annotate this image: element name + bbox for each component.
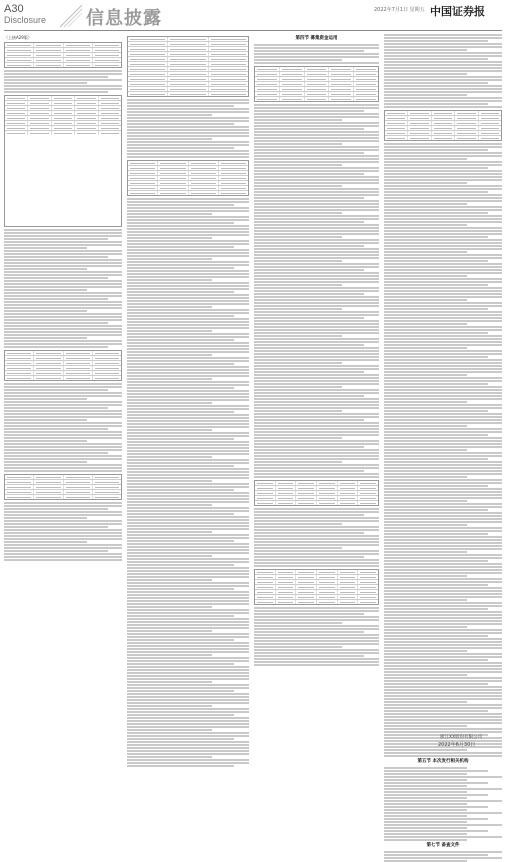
- body-text: [384, 767, 502, 841]
- data-table: [254, 66, 379, 102]
- body-text: [254, 104, 379, 478]
- section-title: 信息披露: [86, 8, 162, 29]
- company-signature: 浙江XX股份有限公司: [440, 735, 483, 740]
- body-text: [4, 383, 122, 472]
- body-text: [384, 34, 502, 108]
- data-table: [127, 160, 249, 196]
- body-text: [127, 198, 249, 767]
- data-table: [4, 42, 122, 68]
- issue-date: 2022年7月1日 星期五: [374, 7, 425, 13]
- body-text: [384, 851, 502, 862]
- column-3: [254, 34, 379, 740]
- section-english: Disclosure: [4, 15, 47, 25]
- section-logo-icon: [58, 3, 84, 29]
- newspaper-masthead: 中国证券报: [430, 5, 485, 18]
- continued-label: （上接A29版）: [4, 35, 32, 40]
- data-table: [384, 110, 502, 141]
- section-heading: 第四节 募集资金运用: [295, 36, 338, 41]
- body-text: [4, 229, 122, 348]
- column-2: [127, 34, 249, 740]
- column-1: [4, 34, 122, 740]
- data-table: [127, 36, 249, 97]
- signature-date: 2022年6月30日: [438, 742, 476, 748]
- body-text: [254, 508, 379, 567]
- page-number: A30: [4, 3, 24, 15]
- data-table: [4, 474, 122, 500]
- data-table: [254, 569, 379, 605]
- page-header: [0, 0, 506, 32]
- section-heading: 第五节 本次发行相关机构: [417, 759, 469, 764]
- section-heading: 第七节 备查文件: [426, 843, 460, 848]
- data-table: [254, 480, 379, 506]
- body-text: [127, 99, 249, 158]
- body-text: [4, 70, 122, 93]
- data-table: [4, 350, 122, 381]
- body-text: [384, 143, 502, 757]
- data-table: [4, 95, 122, 227]
- body-text: [254, 44, 379, 64]
- header-rule: [4, 30, 502, 31]
- body-text: [254, 607, 379, 666]
- body-text: [4, 502, 122, 561]
